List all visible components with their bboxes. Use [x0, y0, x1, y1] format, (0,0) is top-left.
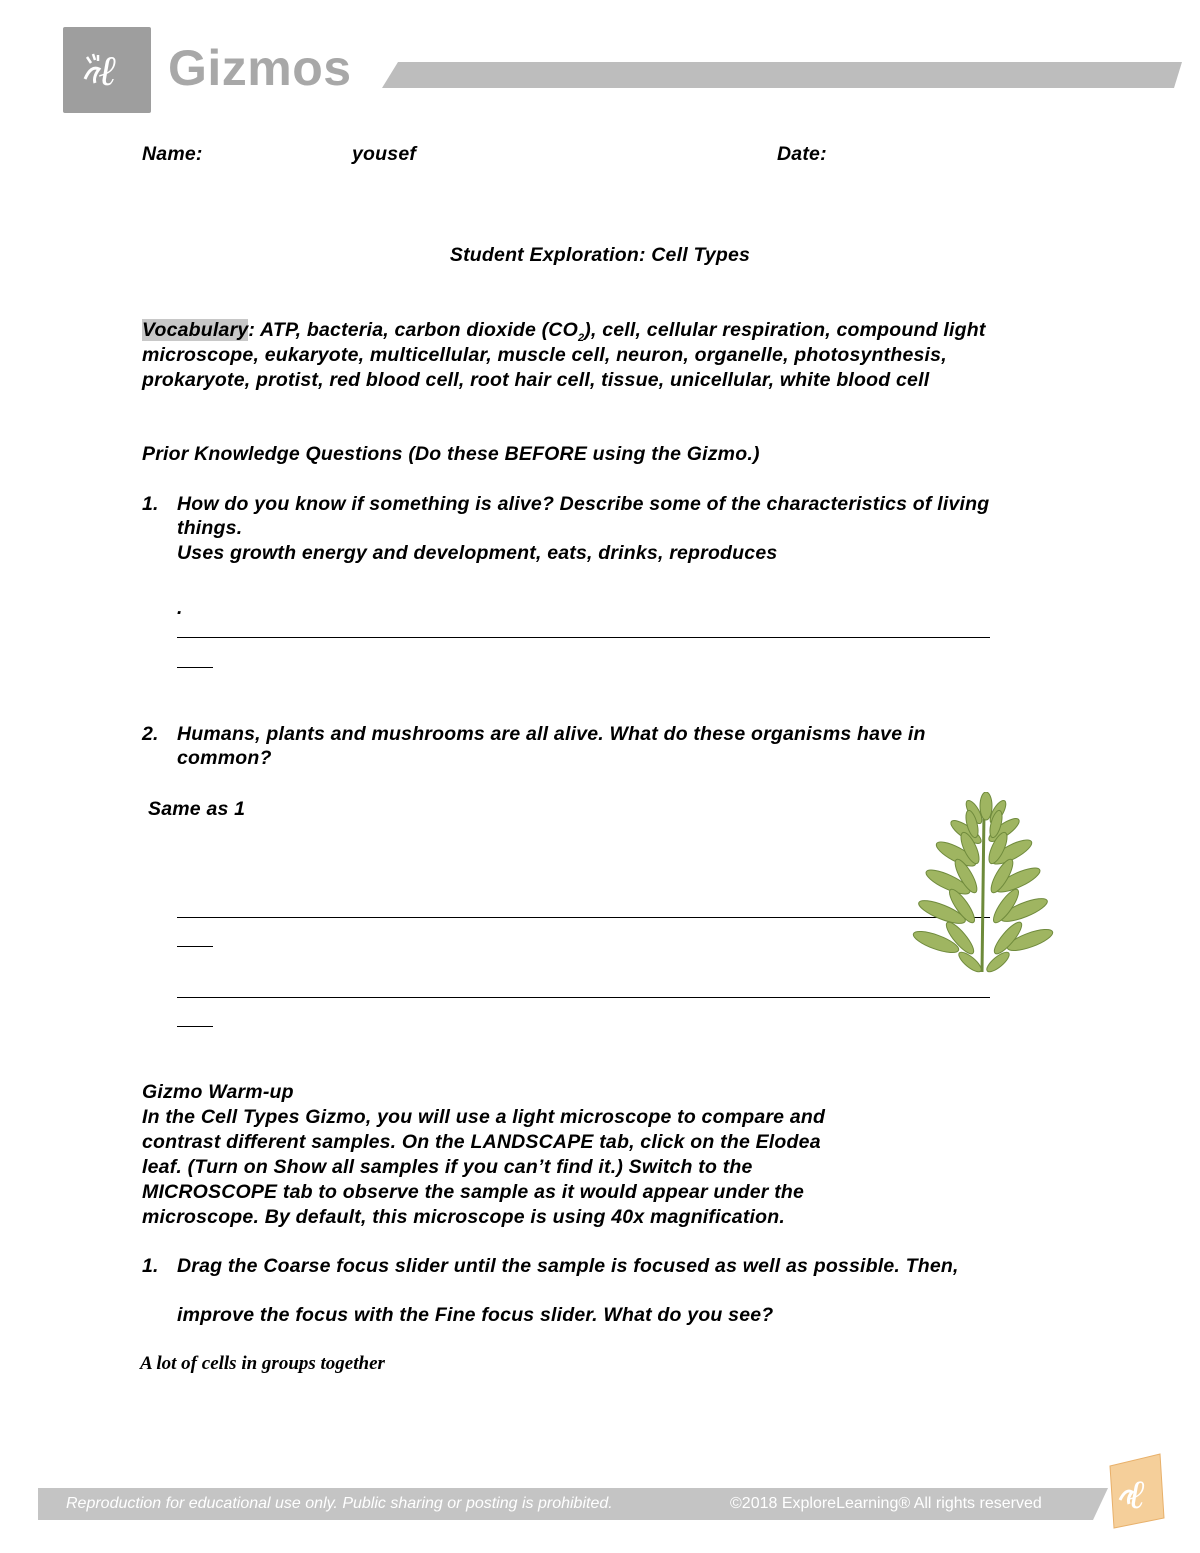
vocabulary-line-3: prokaryote, protist, red blood cell, root hair cell, tissue, unicellular, white blood cell	[142, 369, 930, 391]
page-title: Student Exploration: Cell Types	[449, 244, 751, 266]
vocabulary-line-2: microscope, eukaryote, multicellular, muscle cell, neuron, organelle, photosynthesis,	[142, 344, 947, 366]
svg-text:ℓ: ℓ	[1127, 1472, 1145, 1517]
warmup-para-line-4: MICROSCOPE tab to observe the sample as it would appear under the	[142, 1181, 805, 1203]
q2-answer-line-1	[177, 917, 990, 918]
q2-number: 2.	[142, 723, 159, 745]
q1-answer-line	[177, 637, 990, 638]
header-bar	[382, 62, 1182, 88]
q2-answer[interactable]: Same as 1	[148, 798, 246, 820]
explorelearning-logo-icon	[1104, 1452, 1166, 1530]
date-label: Date:	[777, 143, 827, 165]
warmup-para-line-3: leaf. (Turn on Show all samples if you can’t find it.) Switch to the	[142, 1156, 753, 1178]
vocabulary-text-1a: : ATP, bacteria, carbon dioxide (CO	[248, 319, 578, 341]
warmup-q1-answer[interactable]: A lot of cells in groups together	[140, 1353, 385, 1374]
brand-title: Gizmos	[168, 40, 352, 96]
vocabulary-subscript: 2	[577, 331, 585, 344]
q2-answer-line-2-end	[177, 1026, 213, 1027]
footer-disclaimer: Reproduction for educational use only. Public sharing or posting is prohibited.	[66, 1495, 613, 1512]
elodea-plant-image	[912, 792, 1054, 974]
vocabulary-text-1b: ), cell, cellular respiration, compound light	[584, 319, 986, 341]
name-label: Name:	[142, 143, 203, 165]
warmup-q1-text-line-2: improve the focus with the Fine focus slider. What do you see?	[177, 1304, 774, 1326]
footer-copyright: ©2018 ExploreLearning® All rights reserved	[730, 1495, 1042, 1512]
name-value: yousef	[352, 143, 417, 165]
q2-text-line-1: Humans, plants and mushrooms are all alive. What do these organisms have in	[177, 723, 926, 745]
prior-knowledge-heading: Prior Knowledge Questions (Do these BEFORE using the Gizmo.)	[142, 443, 760, 465]
warmup-para-line-5: microscope. By default, this microscope is using 40x magnification.	[142, 1206, 785, 1228]
q2-text-line-2: common?	[177, 747, 272, 769]
warmup-heading: Gizmo Warm-up	[142, 1081, 294, 1103]
q1-answer-dot: .	[177, 597, 183, 619]
svg-text:ℓ: ℓ	[98, 49, 116, 95]
q1-answer-line-end	[177, 667, 213, 668]
gizmos-logo-icon	[63, 27, 151, 113]
vocabulary-label: Vocabulary	[142, 319, 249, 341]
warmup-q1-number: 1.	[142, 1255, 159, 1277]
warmup-q1-text-line-1: Drag the Coarse focus slider until the sample is focused as well as possible. Then,	[177, 1255, 959, 1277]
q2-answer-line-1-end	[177, 946, 213, 947]
q1-text-line-2: things.	[177, 517, 243, 539]
q2-answer-line-2	[177, 997, 990, 998]
q1-number: 1.	[142, 493, 159, 515]
warmup-para-line-2: contrast different samples. On the LANDSCAPE tab, click on the Elodea	[142, 1131, 821, 1153]
q1-text-line-1: How do you know if something is alive? Describe some of the characteristics of living	[177, 493, 990, 515]
warmup-para-line-1: In the Cell Types Gizmo, you will use a light microscope to compare and	[142, 1106, 826, 1128]
q1-answer[interactable]: Uses growth energy and development, eats, drinks, reproduces	[177, 542, 778, 564]
